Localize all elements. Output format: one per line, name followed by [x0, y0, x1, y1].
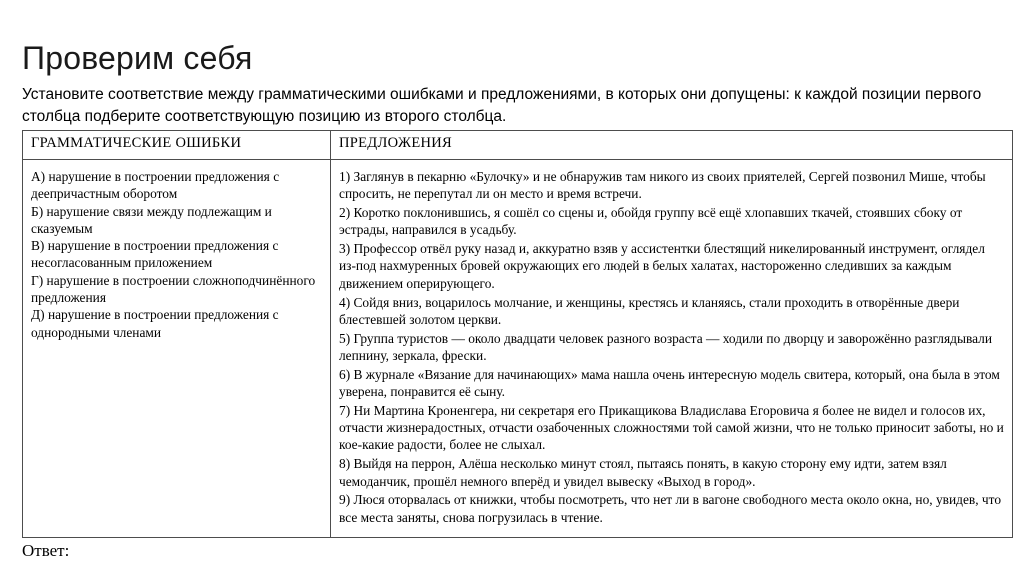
- column-header-sentences: ПРЕДЛОЖЕНИЯ: [331, 131, 1013, 160]
- sentence-item-4: 4) Сойдя вниз, воцарилось молчание, и женщины, крестясь и кланяясь, стали проходить в отворённые двери блестевшей золотом церкви.: [339, 294, 960, 327]
- error-item-g: Г) нарушение в построении сложноподчинённого предложения: [31, 272, 316, 306]
- error-item-d: Д) нарушение в построении предложения с однородными членами: [31, 307, 279, 340]
- sentences-list: [339, 168, 1004, 526]
- column-header-errors: ГРАММАТИЧЕСКИЕ ОШИБКИ: [23, 131, 331, 160]
- sentence-item-6: 6) В журнале «Вязание для начинающих» мама нашла очень интересную модель свитера, который, она была в этом уверена, понравится её сыну.: [339, 366, 1000, 400]
- table-row: [23, 160, 1013, 538]
- errors-list: [31, 168, 322, 341]
- error-item-a: А) нарушение в построении предложения с деепричастным оборотом: [31, 169, 280, 202]
- task-instruction: Установите соответствие между грамматическими ошибками и предложениями, в которых они допущены: к каждой позиции первого столбца подберите соответствующую позицию из второго столбца.: [22, 85, 982, 125]
- table-header-row: [23, 131, 1013, 160]
- sentence-item-3: 3) Профессор отвёл руку назад и, аккуратно взяв у ассистентки блестящий никелированный инструмент, оглядел из-под нахмуренных бровей окружающих его людей в белых халатах, настороженно следивших за каждым движением оперирующего.: [339, 241, 985, 291]
- sentence-item-1: 1) Заглянув в пекарню «Булочку» и не обнаружив там никого из своих приятелей, Сергей позвонил Мише, чтобы спросить, не перепутал ли он место и время встречи.: [339, 169, 986, 202]
- sentences-cell: [331, 160, 1013, 538]
- sentence-item-8: 8) Выйдя на перрон, Алёша несколько минут стоял, пытаясь понять, в какую сторону ему идти, затем взял чемоданчик, прошёл немного вперёд и увидел вывеску «Выход в город».: [339, 456, 947, 489]
- error-item-v: В) нарушение в построении предложения с несогласованным приложением: [31, 238, 279, 271]
- error-item-b: Б) нарушение связи между подлежащим и сказуемым: [31, 203, 272, 236]
- sentence-item-5: 5) Группа туристов — около двадцати человек разного возраста — ходили по дворцу и заворожённо разглядывали лепнину, зеркала, фрески.: [339, 330, 992, 363]
- sentence-item-9: 9) Люся оторвалась от книжки, чтобы посмотреть, что нет ли в вагоне свободного места около окна, но, увидев, что все места заняты, снова погрузилась в чтение.: [339, 492, 1002, 525]
- matching-table: [22, 130, 1013, 538]
- answer-label: Ответ:: [22, 541, 70, 560]
- page-title: Проверим себя: [22, 40, 253, 77]
- errors-cell: [23, 160, 331, 538]
- sentence-item-2: 2) Коротко поклонившись, я сошёл со сцены и, обойдя группу всё ещё хлопавших ткачей, стоявших сбоку от эстрады, направился в усадьбу.: [339, 205, 963, 238]
- sentence-item-7: 7) Ни Мартина Кроненгера, ни секретаря его Прикащикова Владислава Егоровича я более не видел и голосов их, отчасти жизнерадостных, отчасти озабоченных сложностями той самой жизни, что не только приносит заботы, но и кое-какие радости, более не слыхал.: [339, 402, 1004, 453]
